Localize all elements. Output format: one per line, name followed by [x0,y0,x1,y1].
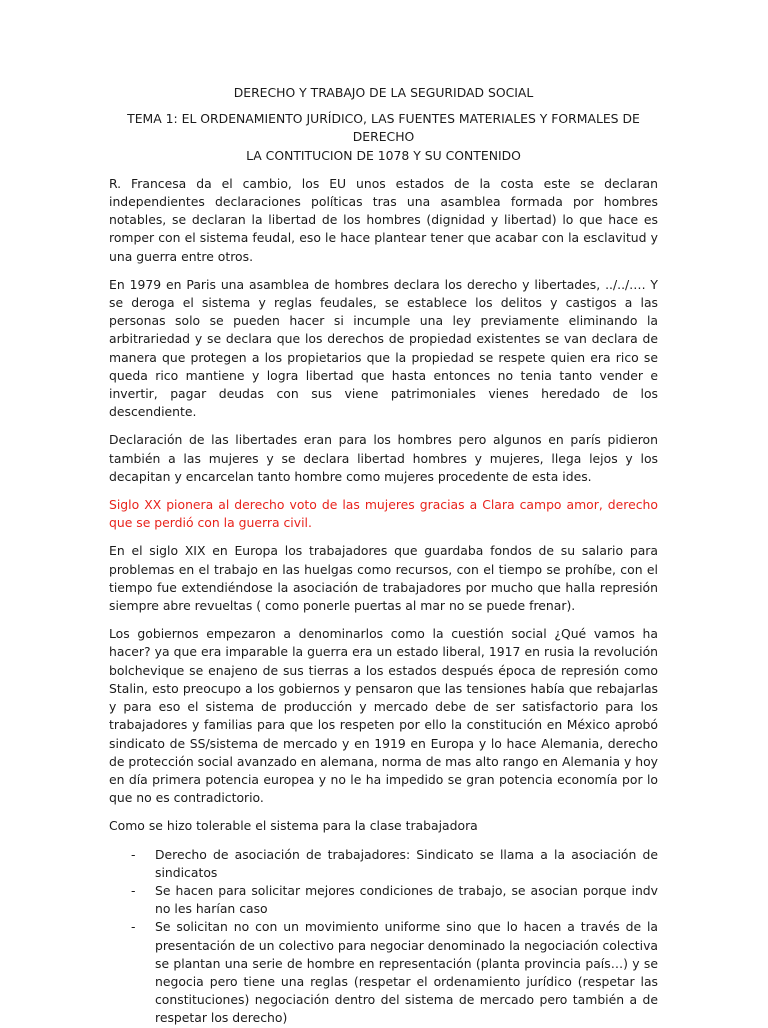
document-subtitle [109,110,658,165]
subtitle-line-2: LA CONTITUCION DE 1078 Y SU CONTENIDO [246,147,521,163]
dash-bullet: - [131,919,136,935]
paragraph-paris-assembly: En 1979 en Paris una asamblea de hombres declara los derecho y libertades, ../../…. Y se deroga el sistema y reglas feudales, se establece los delitos y castigos a las personas solo se pueden hacer si incumple una ley previamente eliminando la arbitrariedad y se declara que los derechos de propiedad existentes se van declara de manera que protegen a los propietarios que la propiedad se respete quien era rico se queda rico mantiene y logra libertad que hasta entonces no tenia tanto vender e invertir, pagar deudas con sus viene patrimoniales vienes heredado de los descendiente. [109,276,658,420]
subtitle-line-1: TEMA 1: EL ORDENAMIENTO JURÍDICO, LAS FUENTES MATERIALES Y FORMALES DE DERECHO [127,111,640,145]
dash-bullet: - [131,846,136,862]
paragraph-xix-century-workers: En el siglo XIX en Europa los trabajadores que guardaba fondos de su salario para problemas en el trabajo en las huelgas como recursos, con el tiempo se prohíbe, con el tiempo fue extendiéndose la asociación de trabajadores por mucho que halla represión siempre abre revueltas ( como ponerle puertas al mar no se puede frenar). [109,543,658,614]
paragraph-women-vote-highlight: Siglo XX pionera al derecho voto de las mujeres gracias a Clara campo amor, derecho que se perdió con la guerra civil. [109,497,658,531]
paragraph-tolerable-system: Como se hizo tolerable el sistema para la clase trabajadora [109,818,478,834]
list-item [109,846,658,882]
dash-list [109,846,658,1028]
list-item [109,882,658,918]
document-title: DERECHO Y TRABAJO DE LA SEGURIDAD SOCIAL [233,85,534,100]
list-item-text: Se solicitan no con un movimiento uniforme sino que lo hacen a través de la presentación de un colectivo para negociar denominado la negociación colectiva se plantan una serie de hombre en representación (planta provincia país…) y se negocia pero tiene una reglas (respetar el ordenamiento jurídico (respetar las constituciones) negociación dentro del sistema de mercado pero también a de respetar los derecho) [155,919,658,1026]
paragraph-french-revolution: R. Francesa da el cambio, los EU unos estados de la costa este se declaran independientes declaraciones políticas tras una asamblea formada por hombres notables, se declaran la libertad de los hombres (dignidad y libertad) lo que hace es romper con el sistema feudal, eso le hace plantear tener que acabar con la esclavitud y una guerra entre otros. [109,175,658,264]
paragraph-declaration-liberties: Declaración de las libertades eran para los hombres pero algunos en parís pidieron también a las mujeres y se declara libertad hombres y mujeres, llega lejos y los decapitan y encarcelan tanto hombre como mujeres procedente de esta ides. [109,432,658,484]
list-item-text: Se hacen para solicitar mejores condiciones de trabajo, se asocian porque indv no les harían caso [155,882,658,917]
document-page [109,84,658,1028]
list-item [109,918,658,1027]
list-item-text: Derecho de asociación de trabajadores: Sindicato se llama a la asociación de sindicatos [155,846,658,880]
paragraph-social-question: Los gobiernos empezaron a denominarlos como la cuestión social ¿Qué vamos ha hacer? ya que era imparable la guerra era un estado liberal, 1917 en rusia la revolución bolchevique se enajeno de sus tierras a los estados después época de represión como Stalin, esto preocupo a los gobiernos y pensaron que las tensiones había que rebajarlas y para eso el sistema de producción y mercado debe de ser satisfactorio para los trabajadores y familias para que los respeten por ello la constitución en México aprobó sindicato de SS/sistema de mercado y en 1919 en Europa y lo hace Alemania, derecho de protección social avanzado en alemana, norma de mas alto rango en Alemania y hoy en día primera potencia europea y no le ha impedido se gran potencia economía por lo que no es contradictorio. [109,626,659,806]
dash-bullet: - [131,882,136,898]
